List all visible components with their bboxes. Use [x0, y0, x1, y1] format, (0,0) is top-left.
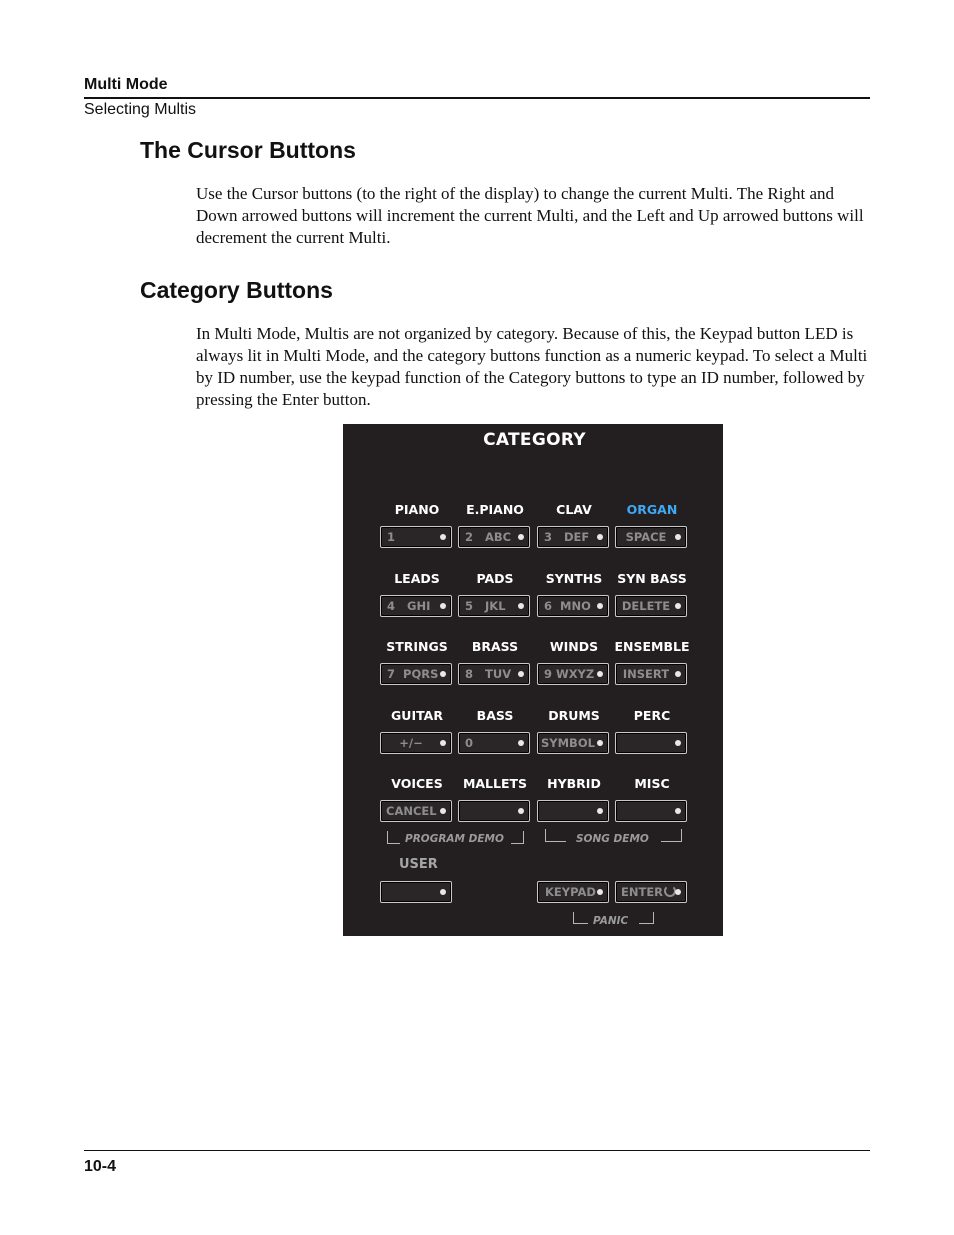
led-indicator [518, 808, 524, 814]
panic-bracket-right [639, 912, 654, 924]
heading-cursor-buttons: The Cursor Buttons [140, 137, 356, 163]
category-button-guitar[interactable] [380, 732, 452, 754]
key-legend: 5 JKL [465, 599, 506, 613]
running-header-chapter: Multi Mode [84, 76, 168, 93]
led-indicator [518, 603, 524, 609]
category-button-hybrid[interactable] [537, 800, 609, 822]
category-button-leads[interactable] [380, 595, 452, 617]
program-demo-bracket-left [387, 831, 400, 844]
key-legend: 8 TUV [465, 667, 512, 681]
category-label-organ: ORGAN [626, 502, 678, 517]
key-legend: 4 GHI [387, 599, 431, 613]
category-button-piano[interactable] [380, 526, 452, 548]
category-label-syn-bass: SYN BASS [617, 571, 687, 586]
category-label-synths: SYNTHS [545, 571, 603, 586]
category-button-ensemble[interactable] [615, 663, 687, 685]
category-label-strings: STRINGS [386, 639, 448, 654]
key-legend: SPACE [625, 530, 667, 544]
category-label-hybrid: HYBRID [547, 776, 601, 791]
key-legend: 1 [387, 530, 396, 544]
led-indicator [518, 740, 524, 746]
category-button-winds[interactable] [537, 663, 609, 685]
category-button-bass[interactable] [458, 732, 530, 754]
category-button-pads[interactable] [458, 595, 530, 617]
category-label-ensemble: ENSEMBLE [614, 639, 690, 654]
category-button-mallets[interactable] [458, 800, 530, 822]
paragraph-cursor-buttons: Use the Cursor buttons (to the right of the display) to change the current Multi. The Right and Down arrowed buttons will increment the current Multi, and the Left and Up arrowed buttons will decrement the current Multi. [196, 184, 864, 247]
led-indicator [440, 740, 446, 746]
category-button-clav[interactable] [537, 526, 609, 548]
category-button-perc[interactable] [615, 732, 687, 754]
category-label-guitar: GUITAR [391, 708, 443, 723]
panic-label: PANIC [593, 915, 629, 927]
led-indicator [440, 603, 446, 609]
key-legend: 6 MNO [544, 599, 591, 613]
category-label-perc: PERC [633, 708, 671, 723]
category-button-organ[interactable] [615, 526, 687, 548]
category-button-synths[interactable] [537, 595, 609, 617]
led-indicator [675, 889, 681, 895]
category-panel-figure [343, 424, 723, 936]
program-demo-bracket-right [511, 831, 524, 844]
led-indicator [518, 671, 524, 677]
led-indicator [597, 808, 603, 814]
header-rule [84, 97, 870, 99]
led-indicator [440, 808, 446, 814]
user-label: USER [399, 857, 438, 872]
key-legend: DELETE [621, 599, 671, 613]
category-label-piano: PIANO [394, 502, 440, 517]
category-label-leads: LEADS [394, 571, 440, 586]
song-demo-bracket-right [661, 829, 682, 842]
key-legend: CANCEL [386, 804, 437, 818]
led-indicator [597, 740, 603, 746]
category-button-voices[interactable] [380, 800, 452, 822]
category-panel-title: CATEGORY [483, 430, 586, 450]
key-legend: 2 ABC [465, 530, 512, 544]
heading-category-buttons: Category Buttons [140, 277, 333, 303]
key-legend: +/− [399, 736, 423, 750]
page-number: 10-4 [84, 1158, 117, 1175]
key-legend: 3 DEF [544, 530, 590, 544]
key-legend: 9 WXYZ [544, 667, 595, 681]
led-indicator [675, 671, 681, 677]
category-button-epiano[interactable] [458, 526, 530, 548]
category-button-strings[interactable] [380, 663, 452, 685]
panic-bracket-left [573, 912, 588, 924]
key-legend: ENTER [621, 885, 664, 899]
category-button-drums[interactable] [537, 732, 609, 754]
key-legend: SYMBOL [541, 736, 595, 750]
paragraph-category-buttons: In Multi Mode, Multis are not organized by category. Because of this, the Keypad button LED is always lit in Multi Mode, and the category buttons function as a numeric keypad. To select a Multi by ID number, use the keypad function of the Category buttons to type an ID number, followed by pressing the Enter button. [196, 324, 868, 409]
song-demo-label: SONG DEMO [576, 833, 649, 845]
category-label-bass: BASS [476, 708, 514, 723]
key-legend: 7 PQRS [387, 667, 439, 681]
program-demo-label: PROGRAM DEMO [405, 833, 504, 845]
running-header-section: Selecting Multis [84, 101, 197, 118]
led-indicator [675, 603, 681, 609]
keypad-button[interactable] [537, 881, 609, 903]
led-indicator [597, 671, 603, 677]
category-button-syn-bass[interactable] [615, 595, 687, 617]
user-button[interactable] [380, 881, 452, 903]
led-indicator [675, 534, 681, 540]
led-indicator [440, 671, 446, 677]
led-indicator [597, 603, 603, 609]
category-label-mallets: MALLETS [462, 776, 528, 791]
category-label-drums: DRUMS [548, 708, 600, 723]
led-indicator [440, 534, 446, 540]
led-indicator [597, 534, 603, 540]
enter-button[interactable] [615, 881, 687, 903]
led-indicator [597, 889, 603, 895]
key-legend: INSERT [622, 667, 670, 681]
category-label-winds: WINDS [549, 639, 599, 654]
footer-rule [84, 1150, 870, 1151]
key-legend: 0 [465, 736, 474, 750]
category-label-pads: PADS [476, 571, 514, 586]
led-indicator [675, 740, 681, 746]
category-button-misc[interactable] [615, 800, 687, 822]
category-label-clav: CLAV [556, 502, 592, 517]
category-label-misc: MISC [634, 776, 670, 791]
song-demo-bracket-left [545, 829, 566, 842]
key-legend: KEYPAD [545, 885, 596, 899]
category-label-epiano: E.PIANO [466, 502, 524, 517]
led-indicator [440, 889, 446, 895]
category-button-brass[interactable] [458, 663, 530, 685]
led-indicator [675, 808, 681, 814]
category-label-voices: VOICES [391, 776, 443, 791]
category-label-brass: BRASS [471, 639, 519, 654]
led-indicator [518, 534, 524, 540]
